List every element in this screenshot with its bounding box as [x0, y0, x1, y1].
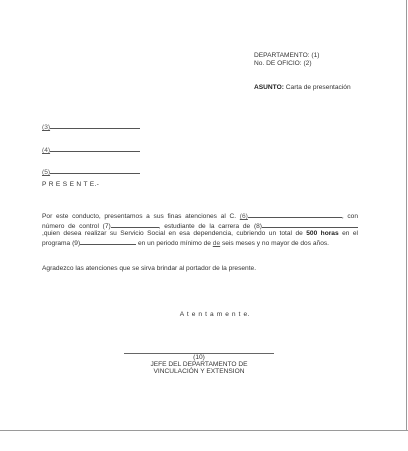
blank-6	[248, 211, 342, 218]
field-8: (8)	[253, 222, 262, 230]
p1-text-f: en un periodo mínimo de	[137, 239, 211, 247]
body-paragraph-1	[42, 211, 358, 247]
asunto-value: Carta de presentación	[285, 84, 351, 91]
recipient-blank-1	[50, 122, 140, 129]
recipient-blank-2	[50, 145, 140, 152]
recipient-line-1	[42, 122, 140, 132]
page-gap	[0, 430, 408, 451]
departamento-line: DEPARTAMENTO: (1)	[254, 52, 320, 59]
signature-title-1: JEFE DEL DEPARTAMENTO DE	[150, 361, 248, 368]
oficio-line: No. DE OFICIO: (2)	[254, 60, 312, 67]
body-paragraph-2: Agradezco las atenciones que se sirva brindar al portador de la presente.	[42, 265, 257, 272]
signature-number: (10)	[193, 354, 205, 361]
presente-line: P R E S E N T E.-	[42, 181, 100, 188]
recipient-line-3	[42, 167, 140, 177]
recipient-blank-3	[50, 167, 140, 174]
blank-7	[111, 221, 159, 228]
blank-9	[80, 238, 136, 245]
signature-title-2: VINCULACIÓN Y EXTENSION	[153, 368, 245, 375]
p1-text-c: , estudiante de la carrera de	[158, 222, 251, 230]
recipient-field-4: (4)	[42, 147, 51, 154]
field-9: (9)	[72, 239, 81, 247]
blank-8	[262, 221, 358, 228]
recipient-field-5: (5)	[42, 169, 51, 176]
p1-text-de: de	[212, 239, 221, 247]
recipient-line-2	[42, 145, 140, 155]
hours-value: 500 horas	[306, 230, 339, 238]
p1-text-d: ,quien desea realizar su Servicio Social en esa dependencia, cubriendo un total de	[42, 230, 303, 238]
asunto-label: ASUNTO:	[254, 84, 284, 91]
field-7: (7)	[102, 222, 111, 230]
recipient-field-3: (3)	[42, 124, 51, 131]
field-6: (6)	[239, 213, 248, 220]
asunto-line	[254, 84, 351, 92]
p1-text-g: seis meses y no mayor de dos años.	[221, 239, 329, 247]
p1-text-a: Por este conducto, presentamos a sus finas atenciones al C.	[42, 213, 237, 220]
p1-text-e: en el programa	[42, 230, 358, 247]
p1-text-b: , con número de control	[42, 213, 358, 230]
closing-line: A t e n t a m e n t e.	[179, 311, 251, 318]
